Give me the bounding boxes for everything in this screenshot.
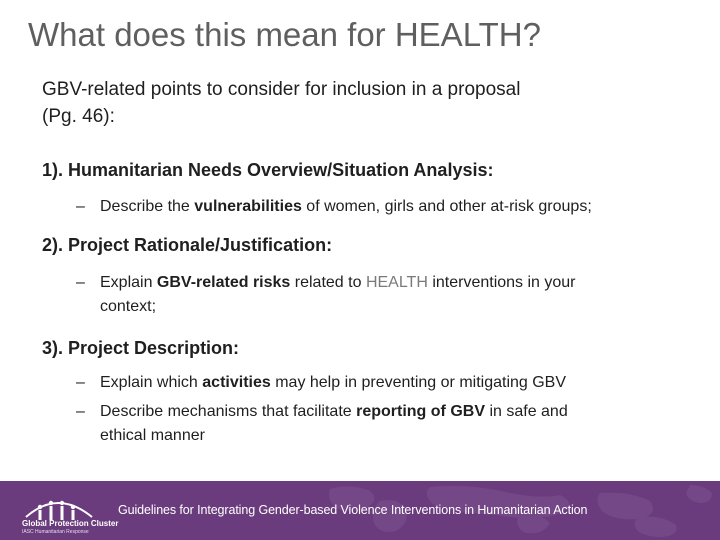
bullet-dash: – bbox=[76, 198, 85, 215]
bullet-text: Explain which bbox=[100, 374, 203, 391]
bullet-bold-text: activities bbox=[202, 374, 271, 391]
logo-subtitle: IASC Humanitarian Response bbox=[22, 529, 89, 535]
bullet-text: may help in preventing or mitigating GBV bbox=[270, 374, 567, 391]
bullet-text: context; bbox=[100, 298, 157, 315]
bullet-bold-text: reporting of GBV bbox=[356, 403, 485, 420]
slide-title: What does this mean for HEALTH? bbox=[28, 16, 541, 53]
bullet-activities bbox=[76, 371, 666, 395]
bullet-highlight-text: HEALTH bbox=[365, 274, 428, 291]
bullet-text: Explain bbox=[100, 274, 157, 291]
bullet-dash: – bbox=[76, 274, 85, 291]
bullet-dash: – bbox=[76, 374, 85, 391]
bullet-bold-text: GBV-related risks bbox=[156, 274, 291, 291]
bullet-text: ethical manner bbox=[100, 427, 205, 444]
section-heading-description: 3). Project Description: bbox=[42, 338, 240, 358]
intro-text bbox=[42, 76, 642, 130]
intro-line-1: GBV-related points to consider for inclusion in a proposal bbox=[42, 79, 521, 100]
bullet-gbv-risks bbox=[76, 271, 666, 319]
section-heading-rationale: 2). Project Rationale/Justification: bbox=[42, 235, 333, 255]
bullet-text: related to bbox=[290, 274, 366, 291]
bullet-text: of women, girls and other at-risk groups; bbox=[301, 198, 592, 215]
bullet-text: Describe the bbox=[100, 198, 195, 215]
logo-name: Global Protection Cluster bbox=[22, 519, 119, 528]
bullet-text: in safe and bbox=[485, 403, 568, 420]
footer-banner bbox=[0, 481, 720, 540]
intro-line-2: (Pg. 46): bbox=[42, 106, 115, 127]
bullet-text: Describe mechanisms that facilitate bbox=[100, 403, 357, 420]
bullet-bold-text: vulnerabilities bbox=[194, 198, 302, 215]
section-heading-needs-overview: 1). Humanitarian Needs Overview/Situation Analysis: bbox=[42, 160, 494, 180]
bullet-reporting bbox=[76, 400, 666, 448]
bullet-vulnerabilities bbox=[76, 195, 666, 219]
bullet-text: interventions in your bbox=[427, 274, 576, 291]
bullet-dash: – bbox=[76, 403, 85, 420]
footer-guidelines-text: Guidelines for Integrating Gender-based Violence Interventions in Humanitarian Action bbox=[118, 503, 588, 517]
